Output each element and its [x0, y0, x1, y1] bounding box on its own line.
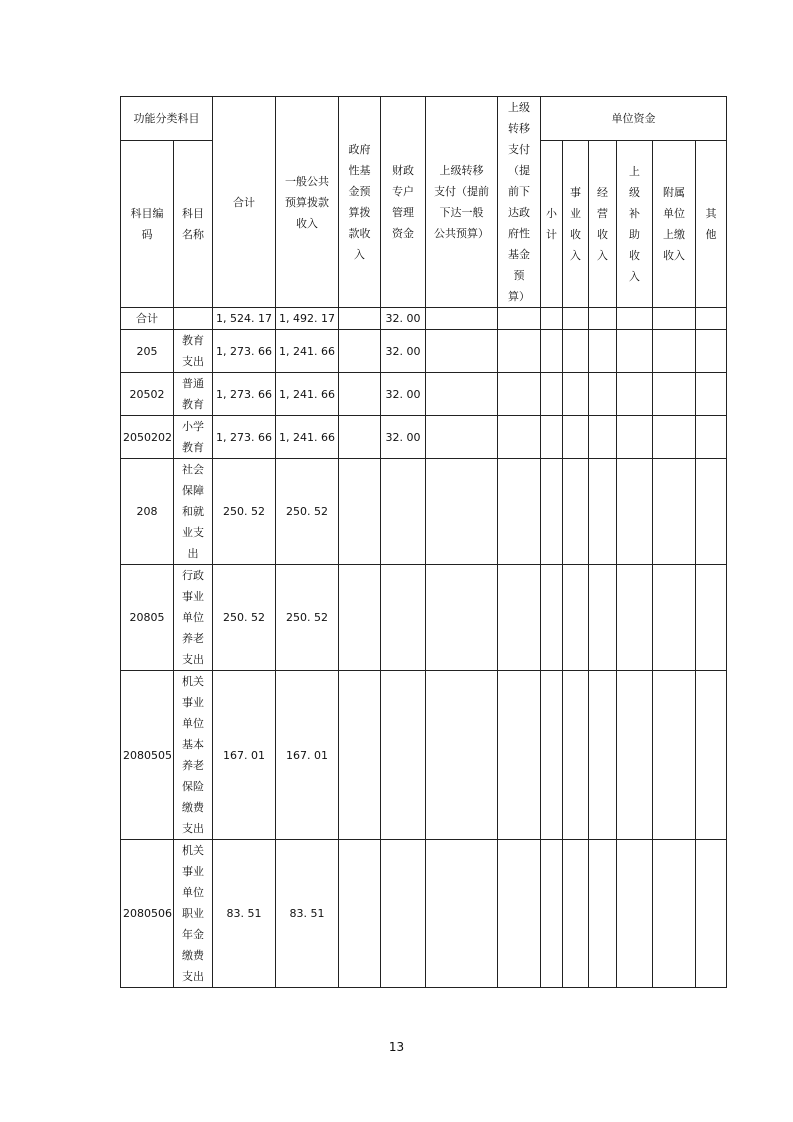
cell-gov-fund — [339, 459, 381, 565]
cell-name: 小学 教育 — [174, 416, 213, 459]
header-upper-transfer-general: 上级转移 支付（提前 下达一般 公共预算） — [426, 97, 498, 308]
cell-empty — [541, 308, 563, 330]
table-row — [121, 671, 727, 840]
cell-code: 205 — [121, 330, 174, 373]
header-operating-income: 经 营 收 入 — [589, 140, 617, 307]
cell-empty — [541, 565, 563, 671]
cell-gov-fund — [339, 330, 381, 373]
header-row-1 — [121, 97, 727, 141]
cell-empty — [589, 330, 617, 373]
cell-gov-fund — [339, 308, 381, 330]
cell-empty — [541, 416, 563, 459]
cell-total: 250. 52 — [213, 459, 276, 565]
cell-fiscal-special: 32. 00 — [381, 330, 426, 373]
cell-empty — [563, 565, 589, 671]
cell-empty — [653, 565, 696, 671]
cell-empty — [563, 459, 589, 565]
cell-total: 83. 51 — [213, 840, 276, 988]
table-row — [121, 330, 727, 373]
cell-fiscal-special — [381, 671, 426, 840]
cell-empty — [696, 565, 727, 671]
cell-empty — [498, 330, 541, 373]
cell-empty — [653, 416, 696, 459]
header-name: 科目 名称 — [174, 140, 213, 307]
header-fiscal-special: 财政 专户 管理 资金 — [381, 97, 426, 308]
header-subtotal: 小 计 — [541, 140, 563, 307]
cell-empty — [541, 373, 563, 416]
table-row — [121, 565, 727, 671]
cell-empty — [617, 459, 653, 565]
cell-empty — [589, 416, 617, 459]
cell-empty — [653, 459, 696, 565]
cell-general-budget: 250. 52 — [276, 459, 339, 565]
cell-empty — [617, 416, 653, 459]
cell-code: 2050202 — [121, 416, 174, 459]
cell-empty — [653, 840, 696, 988]
cell-empty — [617, 373, 653, 416]
header-functional-category: 功能分类科目 — [121, 97, 213, 141]
cell-empty — [696, 330, 727, 373]
cell-fiscal-special — [381, 459, 426, 565]
header-other: 其 他 — [696, 140, 727, 307]
cell-general-budget: 1, 241. 66 — [276, 330, 339, 373]
cell-empty — [617, 840, 653, 988]
cell-empty — [426, 416, 498, 459]
cell-general-budget: 1, 492. 17 — [276, 308, 339, 330]
header-upper-transfer-fund: 上级 转移 支付 （提 前下 达政 府性 基金 预 算） — [498, 97, 541, 308]
cell-total: 1, 524. 17 — [213, 308, 276, 330]
cell-empty — [426, 373, 498, 416]
cell-gov-fund — [339, 671, 381, 840]
header-upper-subsidy: 上 级 补 助 收 入 — [617, 140, 653, 307]
cell-gov-fund — [339, 565, 381, 671]
cell-empty — [563, 671, 589, 840]
cell-empty — [563, 308, 589, 330]
cell-general-budget: 167. 01 — [276, 671, 339, 840]
cell-empty — [653, 330, 696, 373]
cell-total: 167. 01 — [213, 671, 276, 840]
cell-code: 20805 — [121, 565, 174, 671]
cell-empty — [696, 459, 727, 565]
cell-empty — [498, 565, 541, 671]
cell-empty — [653, 373, 696, 416]
cell-empty — [498, 373, 541, 416]
cell-empty — [426, 565, 498, 671]
header-affiliated-income: 附属 单位 上缴 收入 — [653, 140, 696, 307]
header-business-income: 事 业 收 入 — [563, 140, 589, 307]
cell-gov-fund — [339, 840, 381, 988]
cell-empty — [541, 330, 563, 373]
cell-empty — [426, 840, 498, 988]
cell-empty — [589, 373, 617, 416]
cell-name: 机关 事业 单位 基本 养老 保险 缴费 支出 — [174, 671, 213, 840]
cell-empty — [617, 671, 653, 840]
cell-fiscal-special — [381, 840, 426, 988]
cell-fiscal-special: 32. 00 — [381, 416, 426, 459]
cell-empty — [498, 671, 541, 840]
cell-code: 2080506 — [121, 840, 174, 988]
cell-general-budget: 1, 241. 66 — [276, 373, 339, 416]
cell-empty — [617, 330, 653, 373]
cell-empty — [563, 330, 589, 373]
cell-name: 普通 教育 — [174, 373, 213, 416]
table-row — [121, 416, 727, 459]
table-row — [121, 459, 727, 565]
header-total: 合计 — [213, 97, 276, 308]
page-number: 13 — [388, 1040, 405, 1054]
cell-empty — [498, 308, 541, 330]
cell-empty — [653, 308, 696, 330]
table-row — [121, 373, 727, 416]
cell-code: 208 — [121, 459, 174, 565]
cell-general-budget: 1, 241. 66 — [276, 416, 339, 459]
cell-code: 2080505 — [121, 671, 174, 840]
cell-empty — [696, 373, 727, 416]
cell-empty — [696, 416, 727, 459]
cell-fiscal-special: 32. 00 — [381, 373, 426, 416]
cell-empty — [563, 840, 589, 988]
cell-empty — [541, 459, 563, 565]
budget-table — [120, 96, 727, 988]
cell-empty — [617, 308, 653, 330]
table-row — [121, 308, 727, 330]
cell-gov-fund — [339, 416, 381, 459]
header-code: 科目编 码 — [121, 140, 174, 307]
cell-fiscal-special — [381, 565, 426, 671]
cell-empty — [653, 671, 696, 840]
cell-empty — [696, 308, 727, 330]
cell-total: 1, 273. 66 — [213, 416, 276, 459]
cell-code: 20502 — [121, 373, 174, 416]
cell-general-budget: 83. 51 — [276, 840, 339, 988]
cell-total: 250. 52 — [213, 565, 276, 671]
cell-name: 机关 事业 单位 职业 年金 缴费 支出 — [174, 840, 213, 988]
cell-empty — [426, 330, 498, 373]
cell-name: 社会 保障 和就 业支 出 — [174, 459, 213, 565]
cell-empty — [589, 459, 617, 565]
cell-empty — [589, 840, 617, 988]
cell-code: 合计 — [121, 308, 174, 330]
cell-name: 教育 支出 — [174, 330, 213, 373]
cell-empty — [498, 416, 541, 459]
cell-empty — [426, 308, 498, 330]
header-gov-fund: 政府 性基 金预 算拨 款收 入 — [339, 97, 381, 308]
table-row — [121, 840, 727, 988]
cell-empty — [589, 308, 617, 330]
cell-empty — [541, 671, 563, 840]
cell-empty — [617, 565, 653, 671]
cell-empty — [563, 416, 589, 459]
cell-name: 行政 事业 单位 养老 支出 — [174, 565, 213, 671]
cell-empty — [589, 671, 617, 840]
cell-empty — [696, 671, 727, 840]
cell-fiscal-special: 32. 00 — [381, 308, 426, 330]
cell-empty — [541, 840, 563, 988]
cell-total: 1, 273. 66 — [213, 330, 276, 373]
cell-empty — [498, 840, 541, 988]
cell-general-budget: 250. 52 — [276, 565, 339, 671]
cell-name — [174, 308, 213, 330]
cell-total: 1, 273. 66 — [213, 373, 276, 416]
cell-empty — [498, 459, 541, 565]
cell-empty — [696, 840, 727, 988]
cell-empty — [563, 373, 589, 416]
cell-empty — [426, 671, 498, 840]
cell-gov-fund — [339, 373, 381, 416]
header-general-budget: 一般公共 预算拨款 收入 — [276, 97, 339, 308]
header-unit-funds: 单位资金 — [541, 97, 727, 141]
cell-empty — [589, 565, 617, 671]
cell-empty — [426, 459, 498, 565]
